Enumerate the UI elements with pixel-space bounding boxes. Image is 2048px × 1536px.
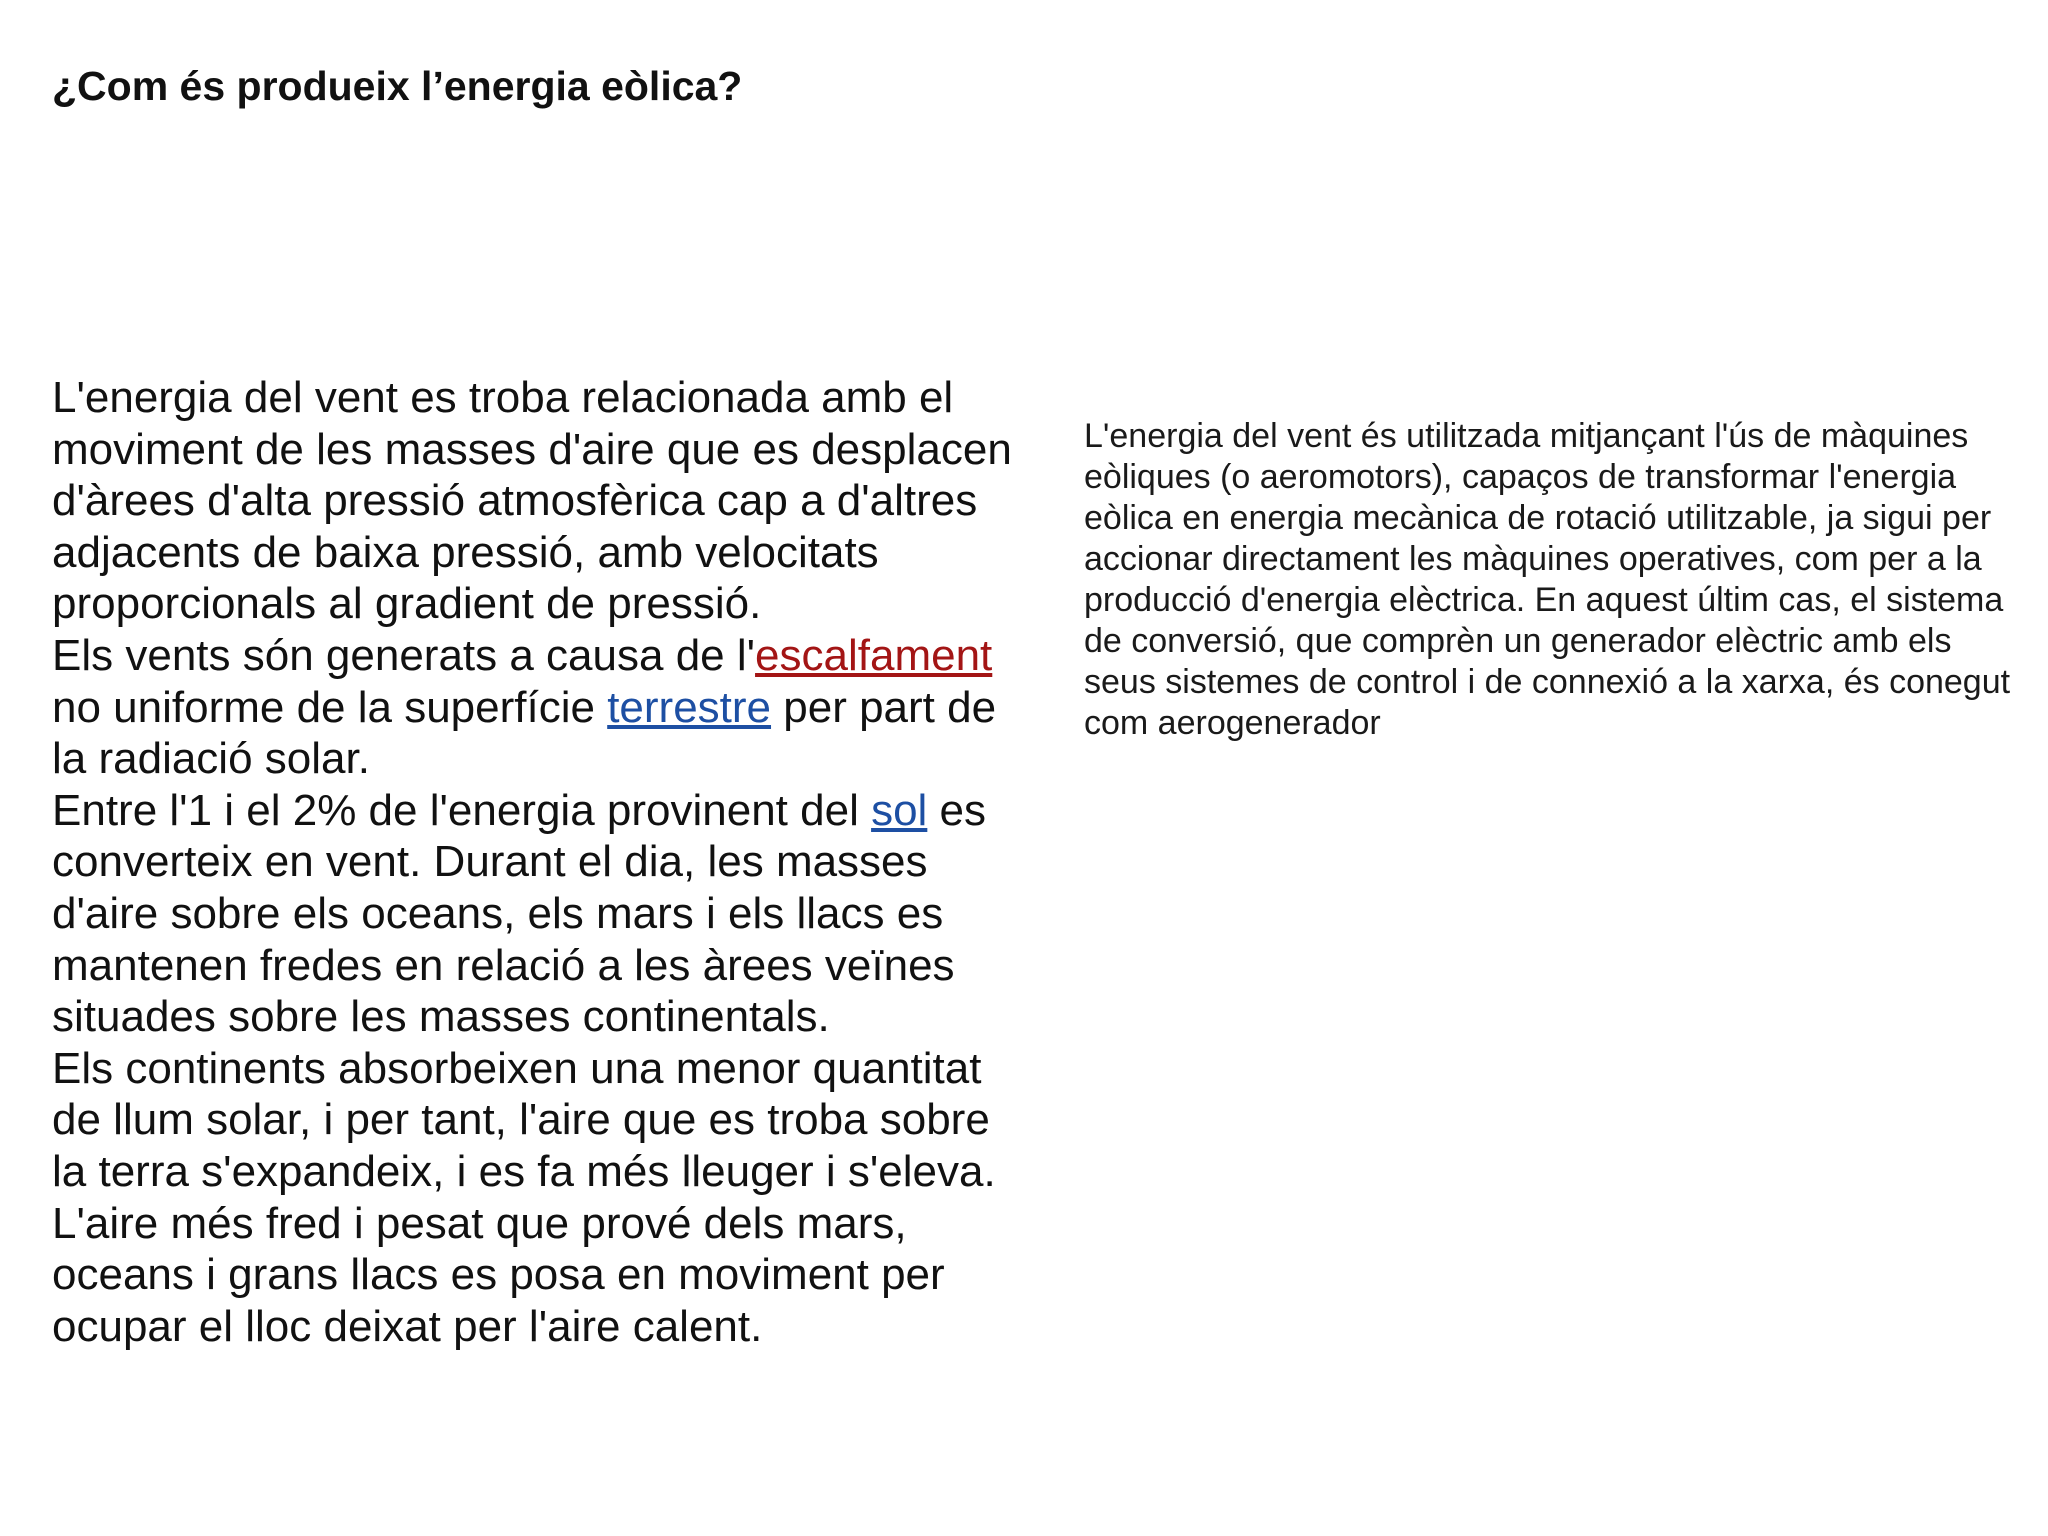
paragraph-text-segment: es converteix en vent. Durant el dia, les masses d'aire sobre els oceans, els mars i els llacs es mantenen fredes en relació a les àrees veïnes situades sobre les masses continentals. (52, 785, 987, 1042)
link-escalfament[interactable]: escalfament (755, 630, 993, 680)
paragraph-text-segment: per part de la radiació solar. (52, 682, 997, 784)
paragraph-text-segment: Els vents són generats a causa de l' (52, 630, 756, 680)
paragraph-wind-generation (52, 630, 1012, 785)
slide-title: ¿Com és produeix l’energia eòlica? (52, 63, 743, 109)
link-terrestre[interactable]: terrestre (607, 682, 772, 732)
link-sol[interactable]: sol (871, 785, 928, 835)
left-text-column (52, 372, 1012, 1352)
paragraph-continents: Els continents absorbeixen una menor quantitat de llum solar, i per tant, l'aire que es troba sobre la terra s'expandeix, i es fa més lleuger i s'eleva. L'aire més fred i pesat que prové dels mars, oceans i grans llacs es posa en moviment per ocupar el lloc deixat per l'aire calent. (52, 1043, 996, 1351)
paragraph-wind-pressure: L'energia del vent es troba relacionada amb el moviment de les masses d'aire que es desplacen d'àrees d'alta pressió atmosfèrica cap a d'altres adjacents de baixa pressió, amb velocitats proporcionals al gradient de pressió. (52, 373, 1012, 629)
right-text-column: L'energia del vent és utilitzada mitjançant l'ús de màquines eòliques (o aeromotors), capaços de transformar l'energia eòlica en energia mecànica de rotació utilitzable, ja sigui per accionar directament les màquines operatives, com per a la producció d'energia elèctrica. En aquest últim cas, el sistema de conversió, que comprèn un generador elèctric amb els seus sistemes de control i de connexió a la xarxa, és conegut com aerogenerador (1084, 417, 2011, 742)
paragraph-text-segment: no uniforme de la superfície (52, 682, 608, 732)
paragraph-text-segment: Entre l'1 i el 2% de l'energia provinent del (52, 785, 872, 835)
paragraph-sun-energy (52, 785, 1012, 1043)
